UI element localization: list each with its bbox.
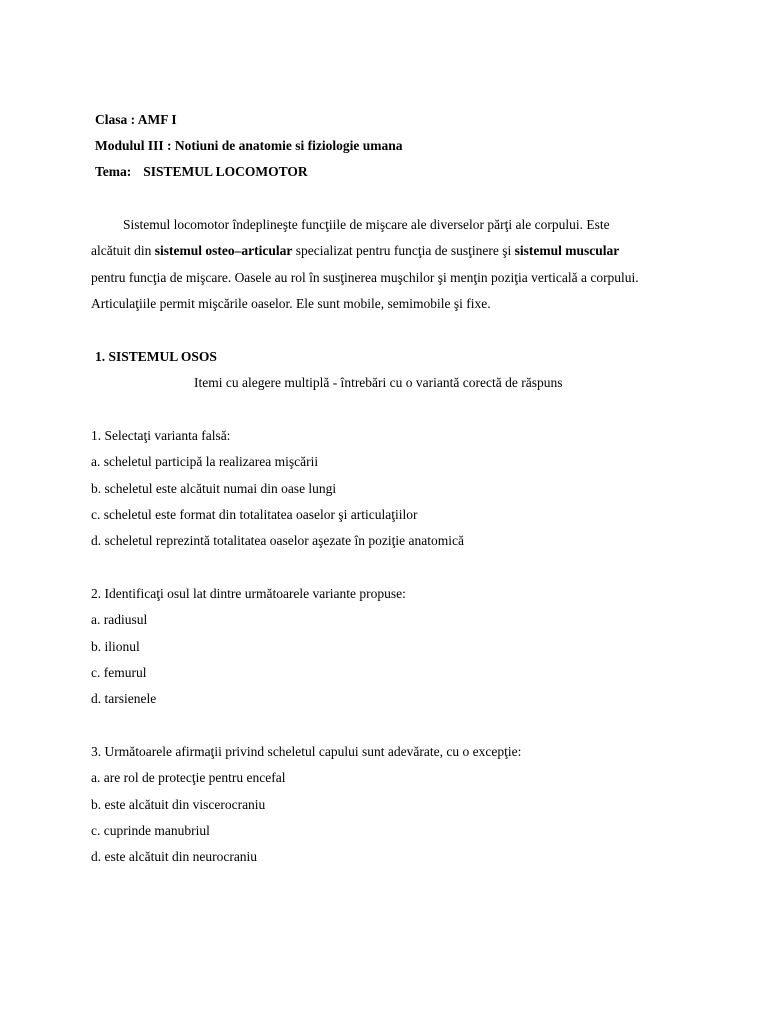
module-label: Modulul III : Notiuni de anatomie si fiziologie umana	[95, 138, 403, 153]
topic-label: Tema:	[95, 164, 132, 179]
intro-line-2-pre: alcătuit din	[91, 243, 155, 258]
section-title: 1. SISTEMUL OSOS	[95, 349, 217, 364]
q3-option-a: a. are rol de protecţie pentru encefal	[91, 770, 286, 785]
intro-bold-osteo: sistemul osteo–articular	[154, 243, 293, 258]
q1-option-d: d. scheletul reprezintă totalitatea oaselor aşezate în poziţie anatomică	[91, 533, 464, 548]
intro-line-2	[91, 243, 619, 259]
topic-value: SISTEMUL LOCOMOTOR	[143, 164, 308, 179]
question-3: 3. Următoarele afirmaţii privind scheletul capului sunt adevărate, cu o excepţie:	[91, 744, 522, 759]
q2-option-a: a. radiusul	[91, 612, 148, 627]
intro-line-4: Articulaţiile permit mişcările oaselor. Ele sunt mobile, semimobile şi fixe.	[91, 296, 491, 311]
q1-option-b: b. scheletul este alcătuit numai din oase lungi	[91, 481, 337, 496]
q3-option-d: d. este alcătuit din neurocraniu	[91, 849, 258, 864]
q3-option-b: b. este alcătuit din viscerocraniu	[91, 797, 266, 812]
q2-option-c: c. femurul	[91, 665, 147, 680]
class-label: Clasa : AMF I	[95, 112, 177, 127]
question-1: 1. Selectaţi varianta falsă:	[91, 428, 231, 443]
section-subtitle: Itemi cu alegere multiplă - întrebări cu o variantă corectă de răspuns	[194, 375, 563, 390]
intro-bold-muscular: sistemul muscular	[514, 243, 620, 258]
intro-line-2-mid: specializat pentru funcţia de susţinere şi	[292, 243, 515, 258]
q1-option-a: a. scheletul participă la realizarea mişcării	[91, 454, 319, 469]
intro-line-1: Sistemul locomotor îndeplineşte funcţiile de mişcare ale diverselor părţi ale corpului. Este	[123, 217, 610, 232]
q3-option-c: c. cuprinde manubriul	[91, 823, 210, 838]
q2-option-d: d. tarsienele	[91, 691, 157, 706]
intro-line-3: pentru funcţia de mişcare. Oasele au rol în susţinerea muşchilor şi menţin poziţia verticală a corpului.	[91, 270, 639, 285]
q1-option-c: c. scheletul este format din totalitatea oaselor şi articulaţiilor	[91, 507, 418, 522]
q2-option-b: b. ilionul	[91, 639, 140, 654]
question-2: 2. Identificaţi osul lat dintre următoarele variante propuse:	[91, 586, 406, 601]
topic-line	[95, 164, 308, 180]
